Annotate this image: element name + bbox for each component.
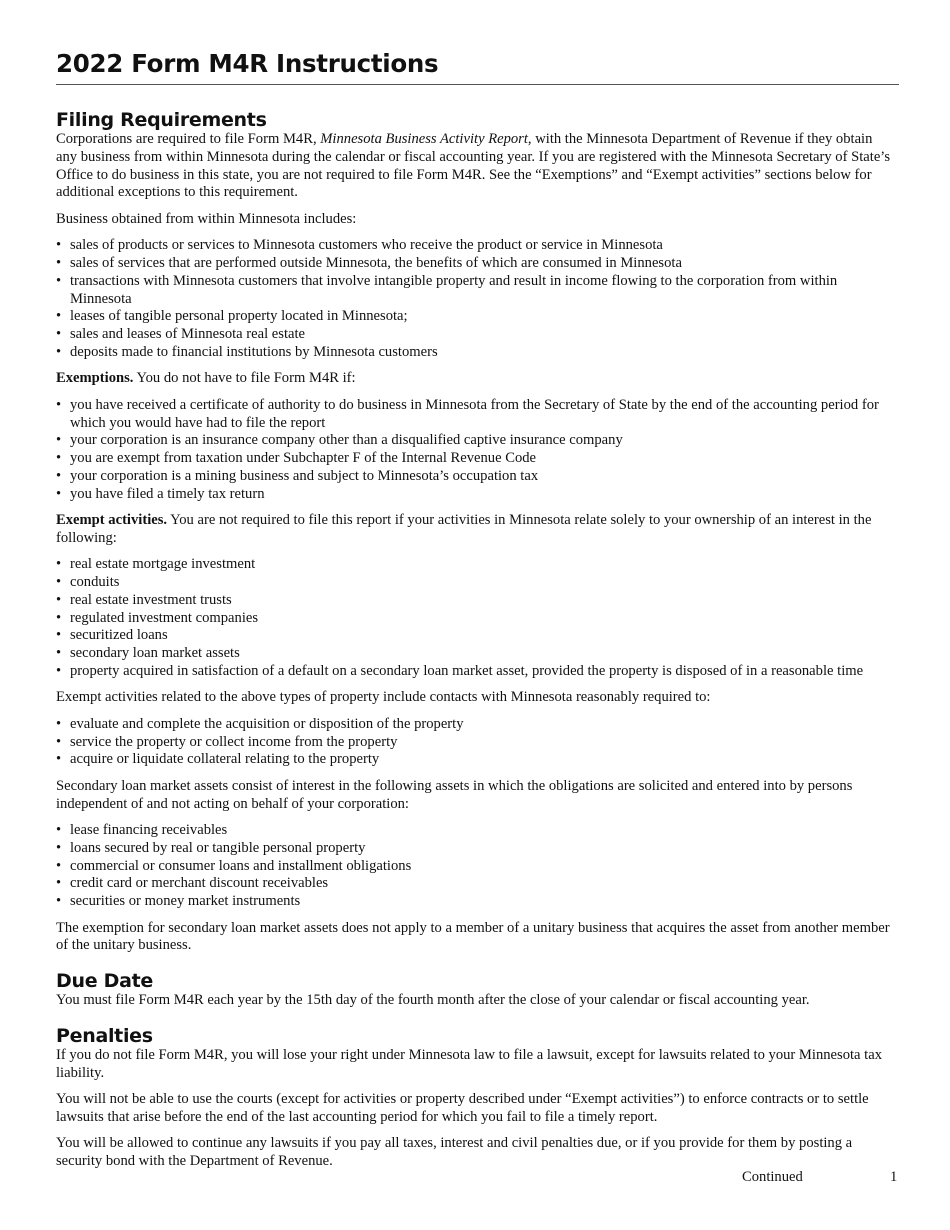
contacts-lead: Exempt activities related to the above types of property include contacts with Minnesota reasonably required to: (56, 689, 711, 706)
contacts-list (56, 716, 896, 769)
list-item: • lease financing receivables (56, 822, 896, 840)
list-item: • secondary loan market assets (56, 645, 896, 663)
list-item: • acquire or liquidate collateral relating to the property (56, 751, 896, 769)
title-divider (56, 84, 899, 85)
exempt-activities-list (56, 556, 896, 681)
penalties-heading: Penalties (56, 1025, 153, 1047)
list-item: • real estate investment trusts (56, 592, 896, 610)
filing-intro-text-a: Corporations are required to file Form M4R, (56, 131, 321, 147)
list-item: • your corporation is a mining business and subject to Minnesota’s occupation tax (56, 468, 896, 486)
filing-intro-text-b: , with the Minnesota Department of Revenue if they obtain any business from within Minnesota during the calendar or fiscal accounting year. If you are registered with the Minnesota Secretary of State’s Office to do business in this state, you are not required to file Form M4R. See the “Exemptions” and “Exempt activities” sections below for additional exceptions to this requirement. (56, 131, 891, 201)
continued-label: Continued (742, 1169, 803, 1185)
list-item: • regulated investment companies (56, 610, 896, 628)
list-item: • you are exempt from taxation under Subchapter F of the Internal Revenue Code (56, 450, 896, 468)
document-title: 2022 Form M4R Instructions (56, 49, 439, 78)
list-item: • commercial or consumer loans and installment obligations (56, 858, 896, 876)
exemptions-label: Exemptions. (56, 370, 134, 387)
secondary-exemption-note: The exemption for secondary loan market assets does not apply to a member of a unitary business that acquires the asset from another member of the unitary business. (56, 919, 890, 954)
filing-requirements-heading: Filing Requirements (56, 109, 267, 131)
list-item: • securitized loans (56, 627, 896, 645)
list-item: • leases of tangible personal property located in Minnesota; (56, 308, 896, 326)
penalties-paragraph-1: If you do not file Form M4R, you will lose your right under Minnesota law to file a lawsuit, except for lawsuits related to your Minnesota tax liability. (56, 1047, 883, 1081)
page-footer (56, 1169, 896, 1187)
penalties-paragraph-3: You will be allowed to continue any lawsuits if you pay all taxes, interest and civil penalties due, or if you provide for them by posting a security bond with the Department of Revenue. (56, 1135, 853, 1170)
exemptions-list (56, 397, 896, 504)
business-list (56, 237, 896, 362)
list-item: • credit card or merchant discount receivables (56, 875, 896, 893)
list-item: • sales of products or services to Minnesota customers who receive the product or service in Minnesota (56, 237, 896, 255)
penalties-paragraph-2: You will not be able to use the courts (except for activities or property described under “Exempt activities”) to enforce contracts or to settle lawsuits that arise before the end of the last accounting period for which you fail to file a timely report. (56, 1091, 869, 1125)
exempt-activities-paragraph (56, 512, 896, 548)
list-item: • you have received a certificate of authority to do business in Minnesota from the Secretary of State by the end of the accounting period for which you would have had to file the report (56, 397, 896, 433)
filing-intro-paragraph (56, 131, 896, 202)
due-date-heading: Due Date (56, 970, 153, 993)
list-item: • real estate mortgage investment (56, 556, 896, 574)
list-item: • property acquired in satisfaction of a default on a secondary loan market asset, provided the property is disposed of in a reasonable time (56, 663, 896, 681)
exempt-activities-label: Exempt activities. (56, 512, 168, 529)
list-item: • loans secured by real or tangible personal property (56, 840, 896, 858)
list-item: • your corporation is an insurance company other than a disqualified captive insurance company (56, 432, 896, 450)
secondary-assets-lead: Secondary loan market assets consist of interest in the following assets in which the obligations are solicited and entered into by persons independent of and not acting on behalf of your corporation: (56, 777, 853, 812)
report-name: Minnesota Business Activity Report (320, 131, 528, 147)
exemptions-paragraph (56, 370, 896, 388)
list-item: • transactions with Minnesota customers that involve intangible property and result in income flowing to the corporation from within Minnesota (56, 273, 896, 309)
list-item: • securities or money market instruments (56, 893, 896, 911)
document-page (56, 0, 898, 1185)
business-lead: Business obtained from within Minnesota includes: (56, 210, 357, 227)
secondary-assets-list (56, 822, 896, 911)
page-number: 1 (890, 1169, 898, 1185)
list-item: • sales and leases of Minnesota real estate (56, 326, 896, 344)
list-item: • evaluate and complete the acquisition or disposition of the property (56, 716, 896, 734)
list-item: • deposits made to financial institutions by Minnesota customers (56, 344, 896, 362)
exempt-activities-text: You are not required to file this report if your activities in Minnesota relate solely to your ownership of an interest in the following: (56, 512, 872, 546)
due-date-text: You must file Form M4R each year by the 15th day of the fourth month after the close of your calendar or fiscal accounting year. (56, 992, 810, 1009)
exemptions-text: You do not have to file Form M4R if: (133, 370, 356, 387)
list-item: • you have filed a timely tax return (56, 486, 896, 504)
list-item: • conduits (56, 574, 896, 592)
list-item: • service the property or collect income from the property (56, 734, 896, 752)
list-item: • sales of services that are performed outside Minnesota, the benefits of which are consumed in Minnesota (56, 255, 896, 273)
